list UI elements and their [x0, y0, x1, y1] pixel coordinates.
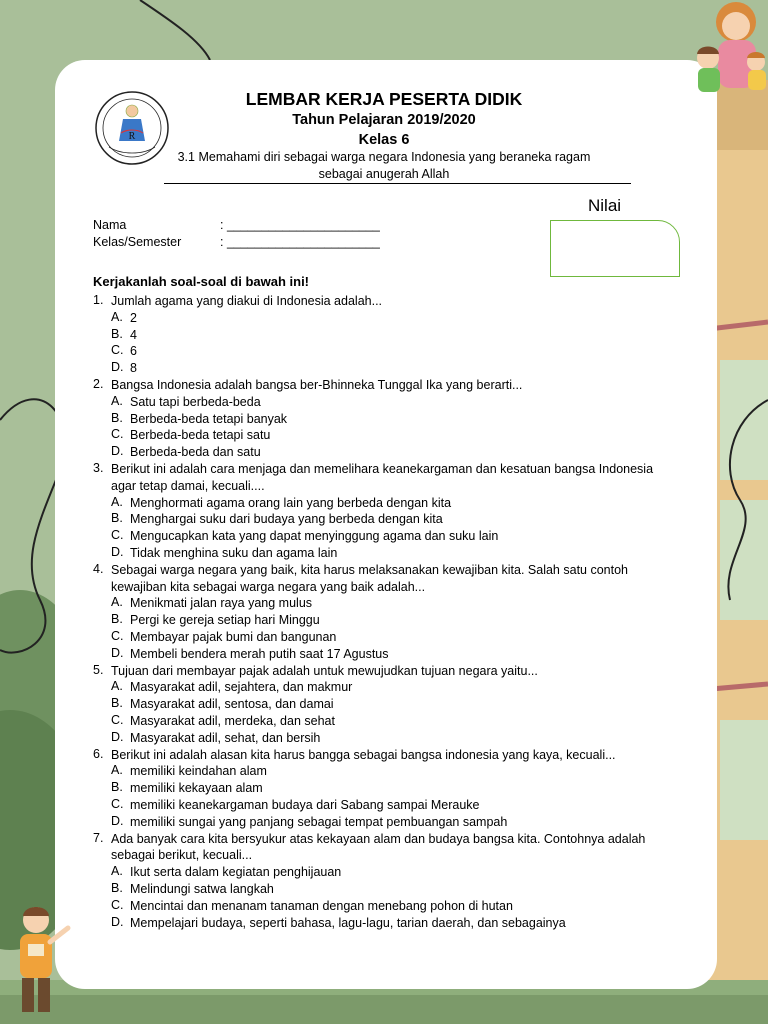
answer-option[interactable]: Ikut serta dalam kegiatan penghijauan — [130, 865, 342, 880]
answer-option[interactable]: Satu tapi berbeda-beda — [130, 394, 261, 409]
answer-option[interactable]: 2 — [130, 310, 137, 325]
question-number: 3. — [93, 461, 104, 475]
answer-option[interactable]: Menikmati jalan raya yang mulus — [130, 596, 313, 611]
option-letter: B. — [111, 612, 123, 627]
answer-option[interactable]: memiliki kekayaan alam — [130, 781, 263, 796]
option-letter: A. — [111, 309, 123, 324]
option-letter: B. — [111, 780, 123, 795]
option-letter: A. — [111, 679, 123, 694]
option-letter: C. — [111, 713, 124, 727]
answer-option[interactable]: Berbeda-beda tetapi banyak — [130, 411, 288, 426]
option-letter: B. — [111, 511, 123, 526]
option-letter: D. — [111, 813, 124, 828]
question-text: Bangsa Indonesia adalah bangsa ber-Bhinneka Tunggal Ika yang berarti... — [111, 378, 523, 392]
answer-option[interactable]: Menghormati agama orang lain yang berbeda dengan kita — [130, 495, 452, 510]
class-semester-label: Kelas/Semester — [93, 235, 182, 249]
answer-option[interactable]: Tidak menghina suku dan agama lain — [130, 546, 338, 560]
option-letter: D. — [111, 444, 124, 459]
answer-option[interactable]: Mencintai dan menanam tanaman dengan menebang pohon di hutan — [130, 898, 513, 913]
question-number: 4. — [93, 561, 104, 576]
question-text: Sebagai warga negara yang baik, kita harus melaksanakan kewajiban kita. Salah satu contoh — [111, 562, 628, 577]
option-letter: C. — [111, 629, 124, 643]
answer-option[interactable]: Masyarakat adil, sejahtera, dan makmur — [130, 680, 353, 695]
answer-option[interactable]: Membayar pajak bumi dan bangunan — [130, 630, 337, 644]
question-text: Tujuan dari membayar pajak adalah untuk mewujudkan tujuan negara yaitu... — [111, 663, 538, 678]
answer-option[interactable]: Melindungi satwa langkah — [130, 882, 274, 896]
option-letter: B. — [111, 326, 123, 341]
option-letter: C. — [111, 897, 124, 912]
question-text: Berikut ini adalah cara menjaga dan memelihara keanekargaman dan kesatuan bangsa Indonesia — [111, 462, 654, 476]
header-divider — [164, 183, 631, 184]
teacher-illustration — [10, 900, 72, 1020]
option-letter: B. — [111, 410, 123, 425]
competency-line-1: 3.1 Memahami diri sebagai warga negara Indonesia yang beraneka ragam — [177, 150, 591, 164]
answer-option[interactable]: memiliki keanekargaman budaya dari Sabang sampai Merauke — [130, 798, 480, 812]
question-text: sebagai berikut, kecuali... — [111, 848, 253, 863]
answer-option[interactable]: Menghargai suku dari budaya yang berbeda dengan kita — [130, 512, 443, 527]
answer-option[interactable]: Pergi ke gereja setiap hari Minggu — [130, 613, 320, 628]
answer-option[interactable]: Berbeda-beda dan satu — [130, 445, 261, 460]
answer-option[interactable]: 4 — [130, 327, 137, 342]
answer-option[interactable]: memiliki keindahan alam — [130, 764, 267, 779]
class-semester-field[interactable]: : ______________________ — [220, 235, 380, 249]
question-number: 7. — [93, 830, 104, 845]
answer-option[interactable]: Berbeda-beda tetapi satu — [130, 428, 271, 443]
question-text: Berikut ini adalah alasan kita harus bangga sebagai bangsa indonesia yang kaya, kecuali... — [111, 747, 616, 762]
name-label: Nama — [93, 218, 127, 232]
academic-year: Tahun Pelajaran 2019/2020 — [292, 112, 476, 128]
instruction: Kerjakanlah soal-soal di bawah ini! — [93, 274, 310, 289]
option-letter: A. — [111, 763, 123, 778]
option-letter: C. — [111, 797, 124, 811]
option-letter: D. — [111, 360, 124, 375]
question-number: 1. — [93, 293, 104, 307]
option-letter: B. — [111, 881, 123, 895]
option-letter: C. — [111, 427, 124, 442]
question-text: agar tetap damai, kecuali.... — [111, 478, 265, 493]
page-title: LEMBAR KERJA PESERTA DIDIK — [245, 89, 523, 109]
score-box — [550, 220, 680, 277]
answer-option[interactable]: Mengucapkan kata yang dapat menyinggung agama dan suku lain — [130, 529, 499, 544]
answer-option[interactable]: 6 — [130, 344, 137, 359]
name-field[interactable]: : ______________________ — [220, 218, 380, 232]
answer-option[interactable]: Masyarakat adil, sehat, dan bersih — [130, 730, 321, 745]
option-letter: D. — [111, 645, 124, 660]
option-letter: C. — [111, 343, 124, 358]
svg-text:R: R — [128, 131, 136, 142]
answer-option[interactable]: Masyarakat adil, merdeka, dan sehat — [130, 714, 335, 728]
option-letter: D. — [111, 545, 124, 559]
score-label: Nilai — [588, 196, 622, 215]
question-number: 5. — [93, 662, 104, 677]
class-label: Kelas 6 — [358, 132, 410, 148]
answer-option[interactable]: Membeli bendera merah putih saat 17 Agustus — [130, 646, 389, 661]
question-number: 2. — [93, 377, 104, 391]
question-text: Ada banyak cara kita bersyukur atas kekayaan alam dan budaya bangsa kita. Contohnya adalah — [111, 831, 646, 846]
option-letter: D. — [111, 729, 124, 744]
answer-option[interactable]: Masyarakat adil, sentosa, dan damai — [130, 697, 334, 712]
option-letter: A. — [111, 595, 123, 610]
option-letter: B. — [111, 696, 123, 711]
option-letter: D. — [111, 914, 124, 929]
option-letter: A. — [111, 494, 123, 509]
question-text: kewajiban kita sebagai warga negara yang baik adalah... — [111, 579, 426, 594]
option-letter: C. — [111, 528, 124, 543]
option-letter: A. — [111, 864, 123, 879]
question-text: Jumlah agama yang diakui di Indonesia adalah... — [111, 294, 383, 308]
answer-option[interactable]: Mempelajari budaya, seperti bahasa, lagu-lagu, tarian daerah, dan sebagainya — [130, 915, 566, 930]
answer-option[interactable]: memiliki sungai yang panjang sebagai tempat pembuangan sampah — [130, 814, 508, 829]
question-number: 6. — [93, 746, 104, 761]
option-letter: A. — [111, 393, 123, 408]
answer-option[interactable]: 8 — [130, 361, 137, 376]
competency-line-2: sebagai anugerah Allah — [318, 167, 450, 181]
